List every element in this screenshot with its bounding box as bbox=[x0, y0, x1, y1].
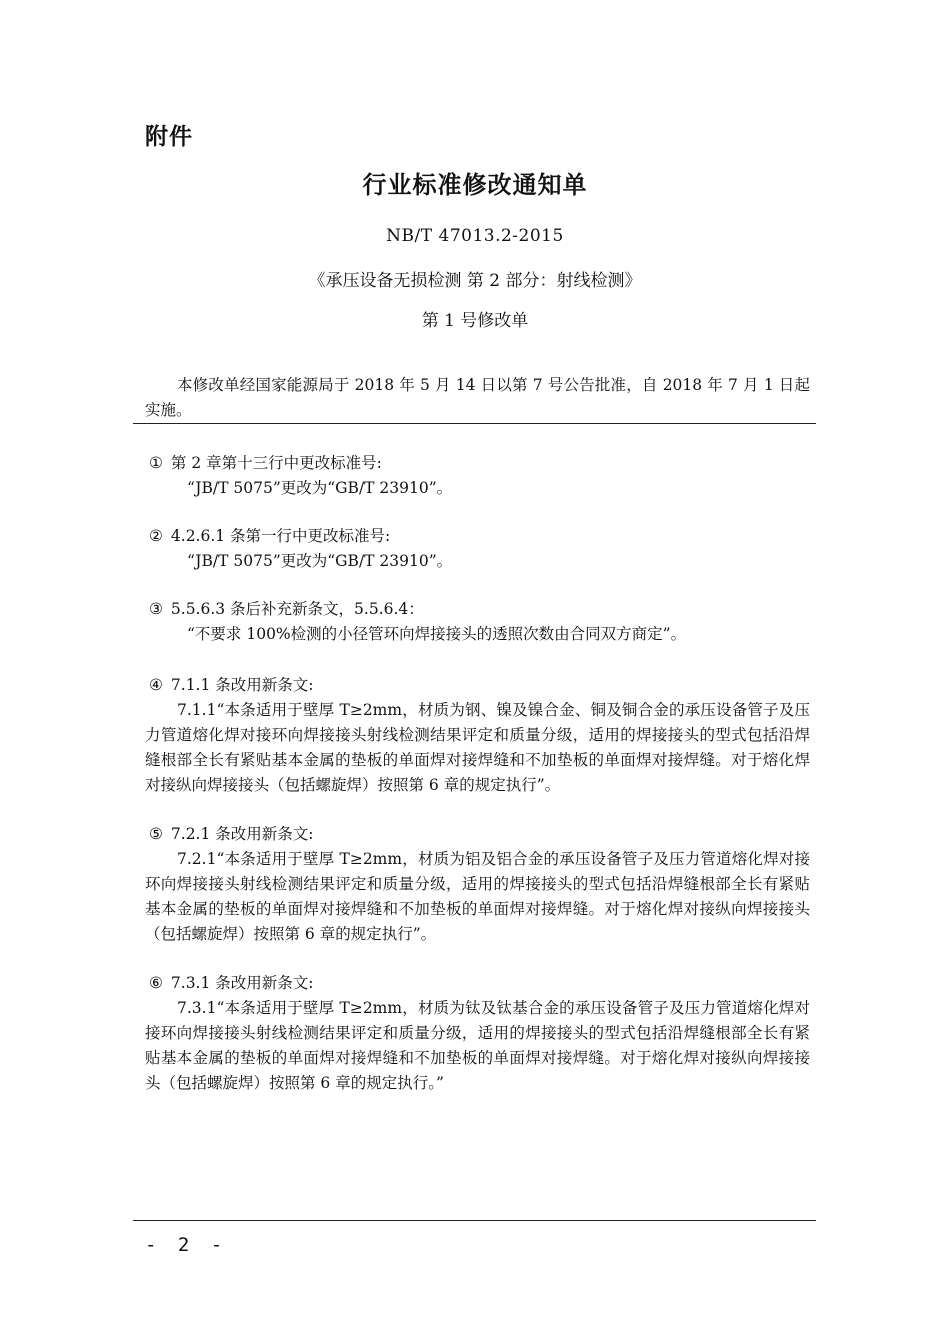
item-heading bbox=[145, 971, 810, 996]
item-text: “JB/T 5075”更改为“GB/T 23910”。 bbox=[187, 479, 453, 497]
item-heading-text: 7.3.1 条改用新条文: bbox=[170, 974, 314, 992]
amendment-item-1 bbox=[145, 451, 810, 501]
item-number: ④ bbox=[149, 676, 163, 694]
item-heading-text: 7.2.1 条改用新条文: bbox=[170, 825, 314, 843]
document-title: 行业标准修改通知单 bbox=[362, 171, 588, 199]
page-number: - 2 - bbox=[145, 1234, 228, 1256]
item-text: “不要求 100%检测的小径管环向焊接接头的透照次数由合同双方商定”。 bbox=[187, 625, 687, 643]
item-number: ③ bbox=[149, 600, 163, 618]
item-text: 7.2.1“本条适用于壁厚 T≥2mm，材质为铝及铝合金的承压设备管子及压力管道熔化焊对接环向焊接接头射线检测结果评定和质量分级，适用的焊接接头的型式包括沿焊缝根部全长有紧贴基本金属的垫板的单面焊对接焊缝和不加垫板的单面焊对接焊缝。对于熔化焊对接纵向焊接接头（包括螺旋焊）按照第 6 章的规定执行”。 bbox=[145, 850, 810, 943]
item-heading bbox=[145, 597, 810, 622]
item-text: 7.1.1“本条适用于壁厚 T≥2mm，材质为钢、镍及镍合金、铜及铜合金的承压设备管子及压力管道熔化焊对接环向焊接接头射线检测结果评定和质量分级，适用的焊接接头的型式包括沿焊缝根部全长有紧贴基本金属的垫板的单面焊对接焊缝和不加垫板的单面焊对接焊缝。对于熔化焊对接纵向焊接接头（包括螺旋焊）按照第 6 章的规定执行”。 bbox=[145, 701, 810, 794]
amendment-item-3 bbox=[145, 597, 810, 647]
attachment-label: 附件 bbox=[145, 124, 193, 150]
item-heading bbox=[145, 524, 810, 549]
item-number: ⑤ bbox=[149, 825, 163, 843]
item-heading-text: 4.2.6.1 条第一行中更改标准号: bbox=[170, 527, 391, 545]
item-text: 7.3.1“本条适用于壁厚 T≥2mm，材质为钛及钛基合金的承压设备管子及压力管道熔化焊对接环向焊接接头射线检测结果评定和质量分级，适用的焊接接头的型式包括沿焊缝根部全长有紧贴基本金属的垫板的单面焊对接焊缝和不加垫板的单面焊对接焊缝。对于熔化焊对接纵向焊接接头（包括螺旋焊）按照第 6 章的规定执行。” bbox=[145, 999, 810, 1092]
amendment-number: 第 1 号修改单 bbox=[421, 311, 529, 331]
amendment-item-4 bbox=[145, 673, 810, 798]
item-number: ⑥ bbox=[149, 974, 163, 992]
item-number: ② bbox=[149, 527, 163, 545]
amendment-item-5 bbox=[145, 822, 810, 947]
item-heading bbox=[145, 451, 810, 476]
item-heading bbox=[145, 673, 810, 698]
intro-paragraph: 本修改单经国家能源局于 2018 年 5 月 14 日以第 7 号公告批准，自 2018 年 7 月 1 日起实施。 bbox=[145, 376, 810, 419]
header-divider bbox=[133, 423, 816, 424]
item-number: ① bbox=[149, 454, 163, 472]
item-heading-text: 7.1.1 条改用新条文: bbox=[170, 676, 314, 694]
standard-name: 《承压设备无损检测 第 2 部分：射线检测》 bbox=[308, 271, 642, 291]
footer-divider bbox=[133, 1220, 816, 1221]
item-text: “JB/T 5075”更改为“GB/T 23910”。 bbox=[187, 552, 453, 570]
item-heading bbox=[145, 822, 810, 847]
item-heading-text: 5.5.6.3 条后补充新条文，5.5.6.4： bbox=[170, 600, 424, 618]
amendment-item-6 bbox=[145, 971, 810, 1096]
item-heading-text: 第 2 章第十三行中更改标准号: bbox=[170, 454, 382, 472]
amendment-item-2 bbox=[145, 524, 810, 574]
standard-number: NB/T 47013.2-2015 bbox=[386, 226, 564, 246]
